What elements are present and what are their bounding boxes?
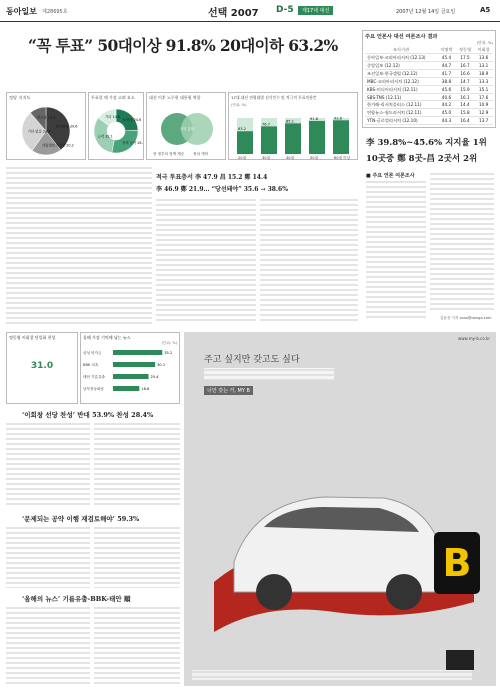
table-cell: 15.9 — [456, 86, 475, 94]
table-cell: 조선일보-한국갤럽 (12.12) — [365, 70, 437, 78]
bar — [261, 126, 277, 154]
issue-date: 2007년 12월 14일 금요일 — [396, 9, 456, 15]
table-cell: 15.8 — [456, 109, 475, 117]
article-body — [6, 422, 90, 508]
slice-label: 도덕성 24.6 — [122, 117, 142, 122]
table-cell: KBS-미디어리서치 (12.11) — [365, 86, 437, 94]
tick-label: 20대 — [238, 156, 247, 160]
article-body — [156, 198, 256, 324]
edition-number: 제28695호 — [42, 9, 68, 15]
brand-logo — [434, 532, 480, 594]
article-body — [94, 526, 180, 588]
venn-center-label: 국민 통합 — [180, 127, 195, 131]
data-label: 93.6 — [334, 116, 343, 121]
table-cell: 17.5 — [456, 54, 475, 62]
table-cell: 40.6 — [437, 94, 456, 101]
hbar-title: 올해 가장 기억에 남는 뉴스 — [83, 335, 131, 340]
car-advertisement — [184, 332, 496, 686]
chart-title: 대선 이후 노무현 대통령 역할 — [149, 95, 201, 100]
data-label: 18.8 — [141, 387, 150, 391]
big-quote-2: 10곳중 鄭 8곳-昌 2곳서 2위 — [366, 154, 478, 164]
sub-headline-2: 李 46.9 鄭 21.9… “당선돼야” 35.6 → 38.6% — [156, 186, 288, 193]
article-body — [260, 198, 358, 324]
page-number: A5 — [480, 6, 491, 14]
paper-name: 동아일보 — [6, 6, 37, 16]
slice-label: 능력 32.1 — [97, 134, 113, 139]
article-body — [6, 166, 152, 324]
wheel-rear — [386, 574, 422, 610]
role-venn-chart — [146, 92, 226, 160]
tick-label: 삼성 비자금 — [83, 351, 102, 355]
data-label: 63.2 — [238, 127, 247, 132]
ad-copy — [204, 368, 334, 380]
tick-label: 60대 이상 — [334, 156, 351, 160]
table-cell: 41.7 — [437, 70, 456, 78]
table-cell: 14.4 — [456, 101, 475, 109]
table-cell: 38.8 — [437, 78, 456, 86]
table-cell: 45.4 — [437, 54, 456, 62]
masthead — [0, 0, 500, 22]
column-header: 이회창 — [474, 46, 493, 54]
slice-label: 기타·없음 28.9 — [27, 129, 51, 134]
table-cell: 18.9 — [474, 70, 493, 78]
table-cell: 16.1 — [456, 94, 475, 101]
small-chart-box — [6, 332, 78, 404]
table-cell: 동아일보-코리아리서치 (12.13) — [365, 54, 437, 62]
table-cell: 15.1 — [474, 86, 493, 94]
table-cell: 44.7 — [437, 62, 456, 70]
table-row — [365, 62, 493, 70]
big-quote-1: 李 39.8%~45.6% 지지율 1위 — [366, 138, 487, 148]
bar — [309, 121, 325, 154]
small-chart-value: 31.0 — [30, 361, 54, 371]
tick-label: 40대 — [286, 156, 295, 160]
table-cell: 10.9 — [474, 101, 493, 109]
table-cell: 14.7 — [456, 78, 475, 86]
bar — [113, 362, 155, 367]
slice-label: 대통합민주신당 20.2 — [42, 143, 74, 148]
table-row — [365, 78, 493, 86]
tick-label: BBK 의혹 — [83, 363, 99, 367]
brand-badge — [446, 650, 474, 670]
bar-chart — [229, 108, 357, 162]
slice-label: 정책 공약 28.4 — [122, 140, 143, 145]
chart-title: 투표할 때 가장 고려 요소 — [91, 95, 135, 100]
age-turnout-chart — [228, 92, 358, 160]
side-article-body — [366, 180, 426, 320]
side-article-body — [430, 172, 494, 312]
ad-url: www.my-b.co.kr — [458, 336, 490, 341]
ad-tagline: 너만 갖는 거, MY B — [204, 386, 253, 395]
table-cell: 16.6 — [456, 70, 475, 78]
column-header: 이명박 — [437, 46, 456, 54]
table-cell: 17.6 — [474, 94, 493, 101]
chart-title: 정당 지지도 — [9, 95, 31, 100]
small-chart-title: 정동영 이회창 단일화 찬성 — [9, 335, 56, 340]
poll-title: 주요 언론사 대선 여론조사 결과 — [365, 34, 438, 40]
mid-article-title-2: ‘문제되는 공약 이행 재검토해야’ 59.3% — [22, 515, 140, 523]
slice-label: 민노당 11.3 — [36, 115, 56, 120]
bar — [237, 131, 253, 154]
venn-left-label: 현 정부의 정책 계승 — [153, 152, 185, 156]
mid-article-title-3: ‘올해의 뉴스’ 기름유출-BBK-태안 順 — [22, 595, 131, 603]
slice-label: 기타 14.9 — [105, 115, 121, 120]
table-row — [365, 117, 493, 125]
pie-chart — [7, 103, 85, 159]
tick-label: 30대 — [262, 156, 271, 160]
article-body — [6, 526, 90, 588]
poll-table-box — [362, 30, 496, 128]
hbar-svg — [83, 346, 177, 398]
wheel-front — [256, 574, 292, 610]
bar — [113, 350, 162, 355]
ad-headline: 주고 싶지만 갖고도 싶다 — [204, 355, 300, 365]
bar — [113, 374, 149, 379]
section-badge: 제17대 대선 — [298, 6, 333, 15]
table-row — [365, 54, 493, 62]
table-cell: SBS-TNS (12.11) — [365, 94, 437, 101]
page-code: D-5 — [276, 5, 294, 15]
table-cell: YTN-글로벌리서치 (12.10) — [365, 117, 437, 125]
chart-note: (단위: %) — [231, 103, 247, 107]
bar — [113, 386, 139, 391]
brand-letter: B — [442, 541, 472, 585]
table-cell: 44.3 — [437, 117, 456, 125]
article-body — [94, 606, 180, 686]
data-label: 76.7 — [262, 122, 271, 127]
table-cell: 중앙일보 (12.12) — [365, 62, 437, 70]
data-label: 30.1 — [157, 363, 166, 367]
column-header: 정동영 — [456, 46, 475, 54]
table-cell: 13.3 — [474, 78, 493, 86]
news-bar-chart — [80, 332, 180, 404]
hbar-unit: (단위: %) — [161, 341, 177, 345]
bar — [333, 120, 349, 154]
poll-unit: (단위: %) — [476, 40, 493, 45]
slice-label: 한나라당 39.6 — [55, 124, 78, 129]
table-cell: 45.6 — [437, 86, 456, 94]
table-cell: 16.4 — [456, 117, 475, 125]
table-cell: 45.0 — [437, 109, 456, 117]
table-row — [365, 109, 493, 117]
data-label: 35.2 — [164, 351, 173, 355]
venn-diagram — [147, 103, 225, 159]
party-support-chart — [6, 92, 86, 160]
table-cell: 한겨레-리서치플러스 (12.11) — [365, 101, 437, 109]
ad-fine-print — [192, 670, 472, 680]
tick-label: 남북정상회담 — [83, 387, 104, 391]
article-body — [6, 606, 90, 686]
tick-label: 50대 — [310, 156, 319, 160]
sub-headline-1: 적극 투표층서 李 47.9 昌 15.2 鄭 14.4 — [156, 174, 268, 181]
article-body — [94, 422, 180, 508]
data-label: 25.4 — [150, 375, 159, 379]
table-row — [365, 94, 493, 101]
table-cell: 16.7 — [456, 62, 475, 70]
data-label: 91.8 — [310, 116, 319, 121]
venn-right-label: 정치 개혁 — [193, 152, 209, 156]
main-headline: “꼭 투표” 50대이상 91.8% 20대이하 63.2% — [28, 36, 338, 55]
side-heading: ■ 주요 언론 여론조사 — [366, 173, 415, 179]
table-cell: 44.2 — [437, 101, 456, 109]
column-header: 조사기관 — [365, 46, 437, 54]
table-row — [365, 70, 493, 78]
table-row — [365, 101, 493, 109]
tick-label: 태안 기름유출 — [83, 375, 105, 379]
priority-chart — [88, 92, 144, 160]
bar — [285, 123, 301, 154]
byline: 김윤종 기자 zozo@donga.com — [440, 316, 492, 320]
table-cell: 13.1 — [474, 62, 493, 70]
data-label: 85.1 — [286, 119, 295, 124]
section-title: 선택 2007 — [208, 8, 259, 19]
chart-title: 17대 대선 연령대별 선거인수 및 적극적 투표의향층 — [231, 95, 317, 100]
mid-article-title-1: ‘이회창 선당 찬성’ 반대 53.9% 찬성 28.4% — [22, 411, 154, 419]
table-cell: 13.7 — [474, 117, 493, 125]
table-row — [365, 86, 493, 94]
poll-table — [365, 46, 493, 125]
table-cell: MBC-코리아리서치 (12.12) — [365, 78, 437, 86]
donut-chart — [89, 103, 143, 159]
table-cell: 12.9 — [474, 109, 493, 117]
table-cell: 연합뉴스-월드리서치 (12.11) — [365, 109, 437, 117]
table-cell: 13.6 — [474, 54, 493, 62]
